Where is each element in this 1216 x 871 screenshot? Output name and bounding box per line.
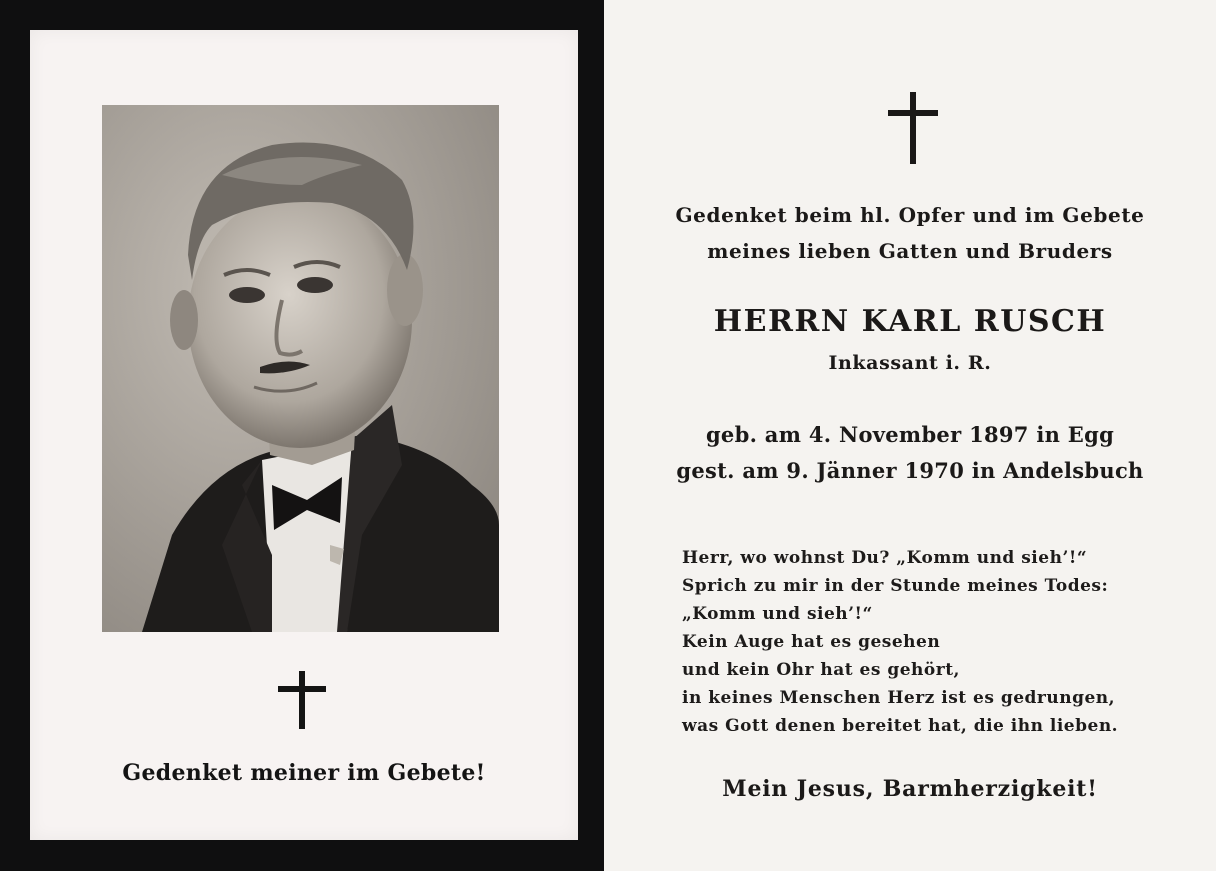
prayer-verse xyxy=(682,544,1182,740)
portrait-photo xyxy=(102,105,499,632)
left-card-border xyxy=(0,0,604,871)
left-card xyxy=(30,30,578,840)
deceased-role: Inkassant i. R. xyxy=(828,352,992,374)
intro-line-1: Gedenket beim hl. Opfer und im Gebete xyxy=(675,203,1145,227)
closing-prayer: Mein Jesus, Barmherzigkeit! xyxy=(722,776,1098,802)
right-card xyxy=(604,0,1216,871)
memorial-caption: Gedenket meiner im Gebete! xyxy=(122,760,486,786)
verse-line: „Komm und sieh’!“ xyxy=(682,604,873,624)
death-line: gest. am 9. Jänner 1970 in Andelsbuch xyxy=(676,458,1144,483)
birth-line: geb. am 4. November 1897 in Egg xyxy=(705,422,1115,447)
verse-line: und kein Ohr hat es gehört, xyxy=(682,660,960,680)
verse-line: Herr, wo wohnst Du? „Komm und sieh’!“ xyxy=(682,548,1088,568)
cross-icon xyxy=(278,671,326,729)
deceased-name: HERRN KARL RUSCH xyxy=(713,304,1107,339)
intro-line-2: meines lieben Gatten und Bruders xyxy=(707,239,1113,263)
verse-line: Sprich zu mir in der Stunde meines Todes: xyxy=(682,576,1109,596)
verse-line: Kein Auge hat es gesehen xyxy=(682,632,941,652)
cross-icon xyxy=(888,92,938,164)
verse-line: was Gott denen bereitet hat, die ihn lieben. xyxy=(682,716,1119,736)
verse-line: in keines Menschen Herz ist es gedrungen, xyxy=(682,688,1116,708)
